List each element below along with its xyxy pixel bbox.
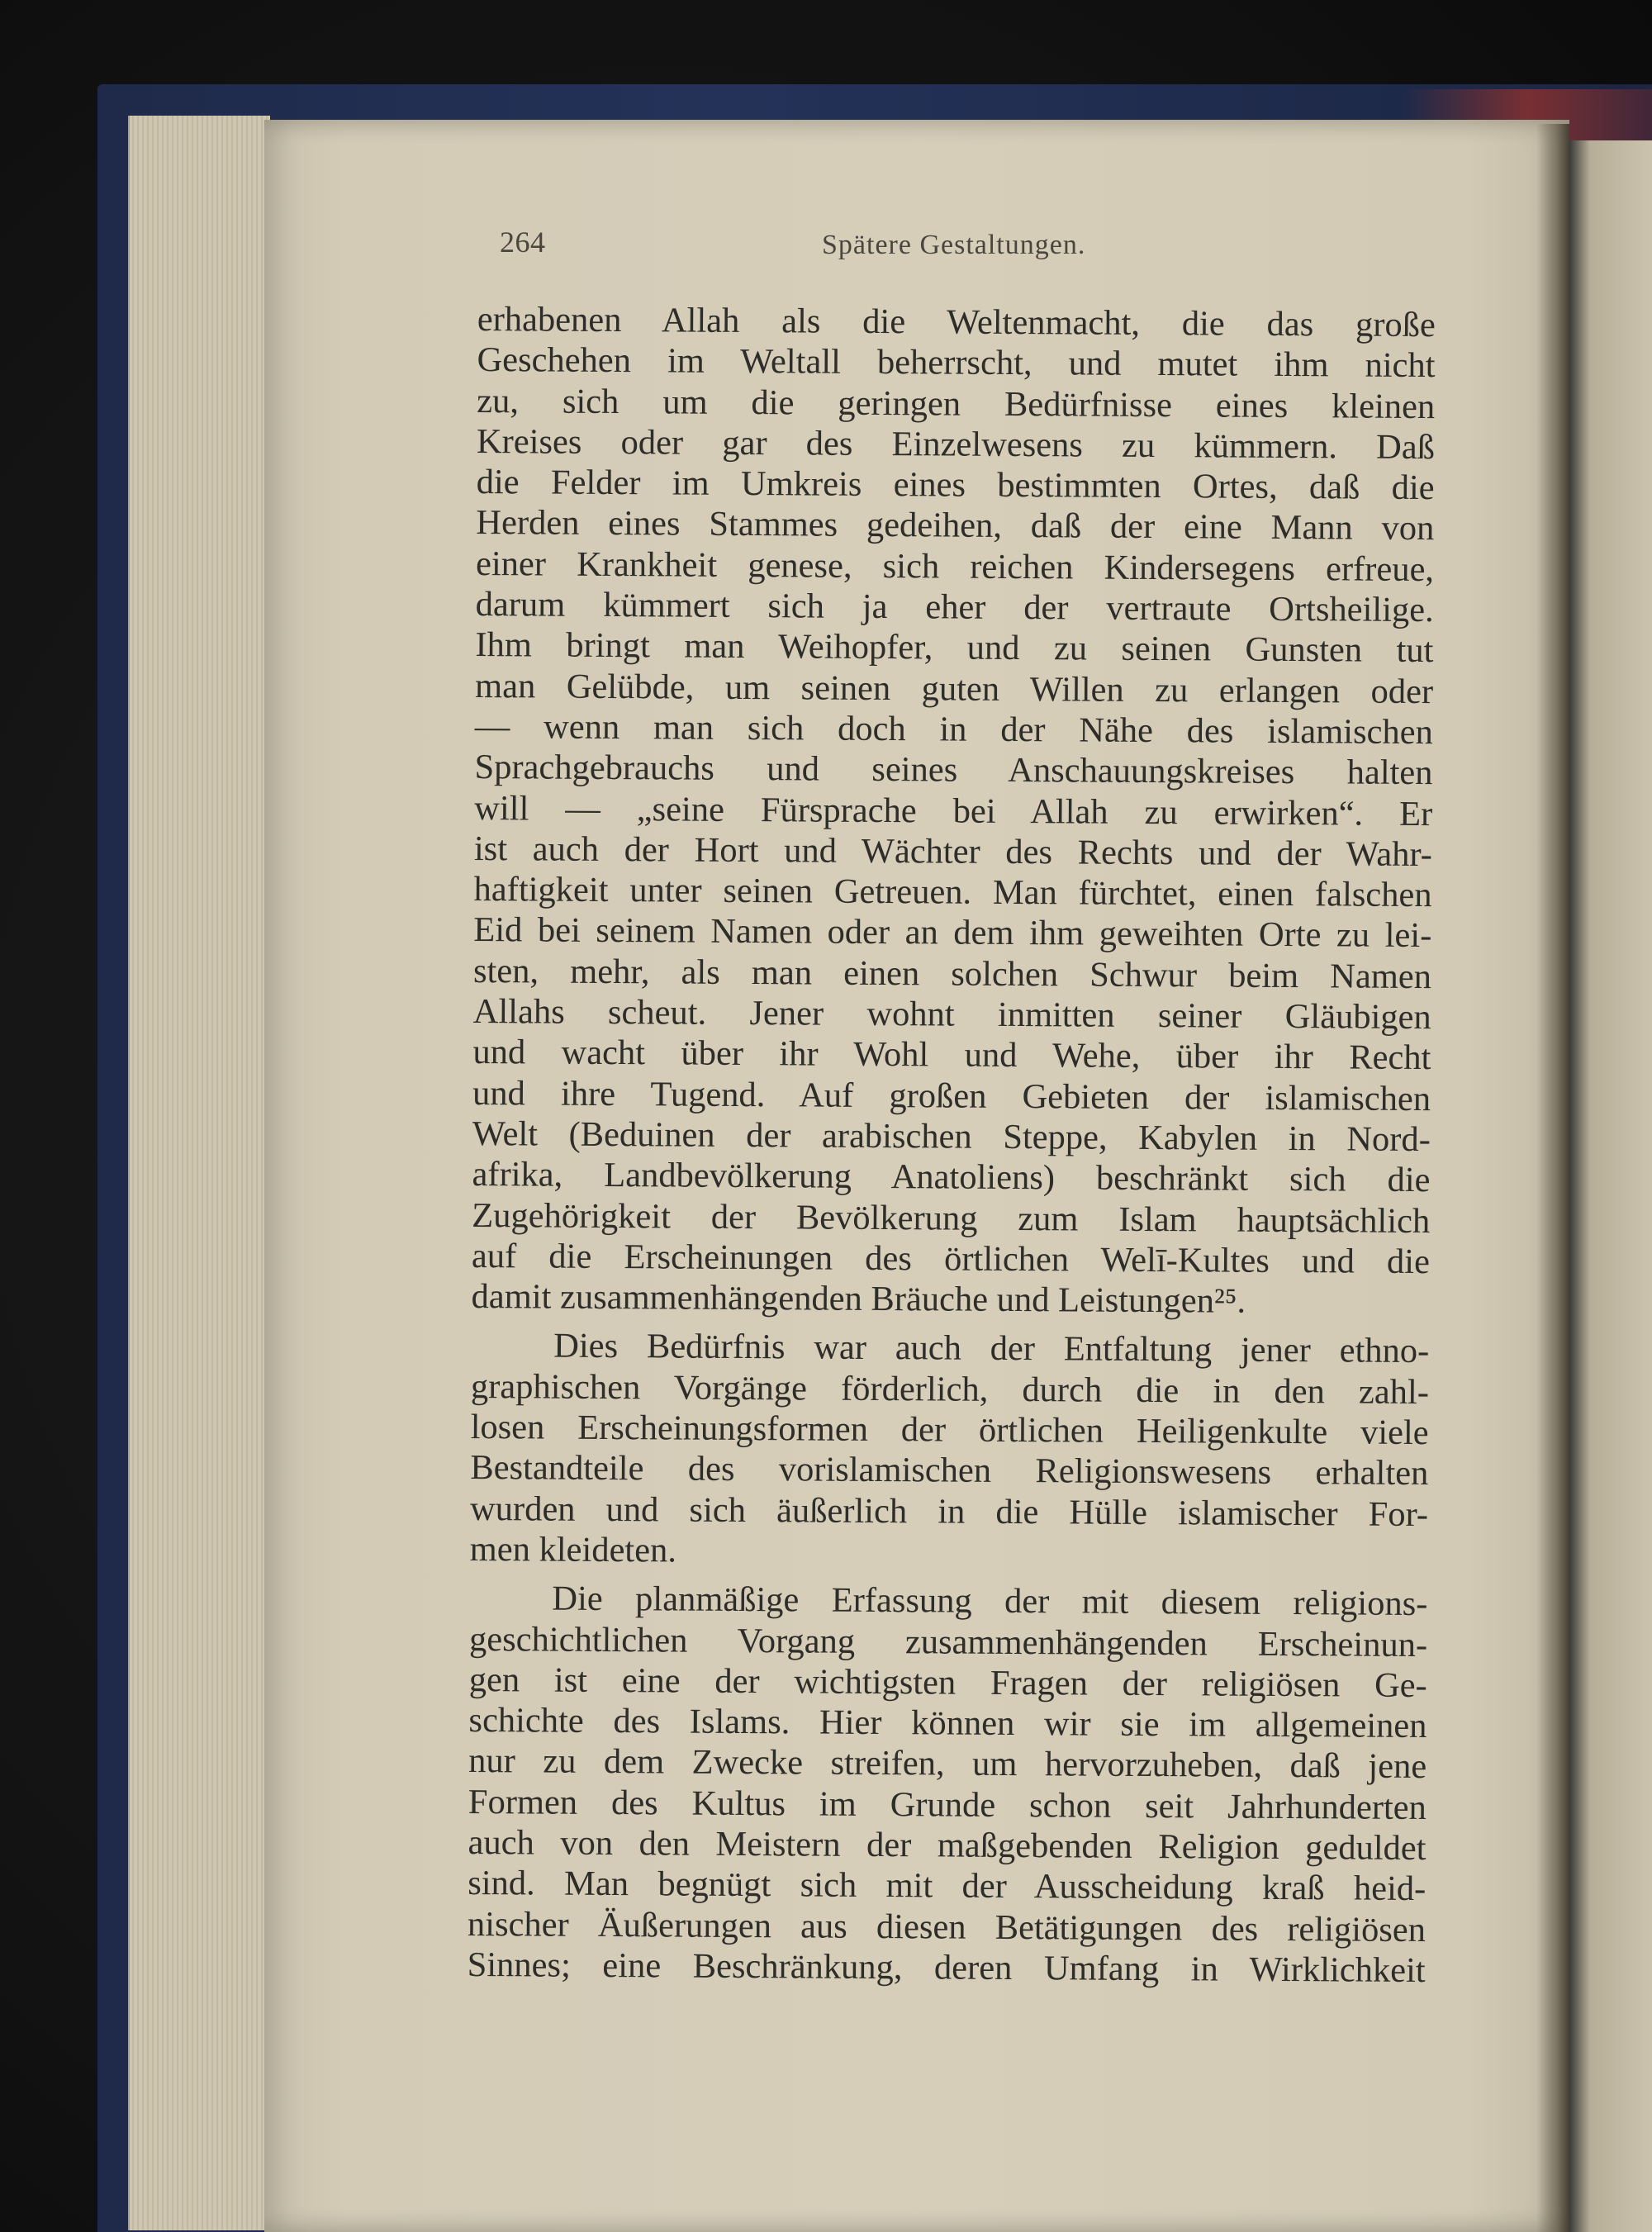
text-line: Herden eines Stammes gedeihen, daß der eine Mann von	[476, 503, 1435, 549]
page-header	[500, 225, 1491, 274]
text-line: sten, mehr, als man einen solchen Schwur beim Namen	[472, 951, 1432, 996]
page-stack-edge	[128, 116, 270, 2230]
text-line: ist auch der Hort und Wächter des Rechts und der Wahr-	[473, 829, 1433, 874]
text-line: will — „seine Fürsprache bei Allah zu erwirken“. Er	[474, 788, 1433, 833]
text-line: die Felder im Umkreis eines bestimmten Ortes, daß die	[476, 463, 1435, 508]
text-line: Ihm bringt man Weihopfer, und zu seinen Gunsten tut	[475, 625, 1434, 671]
text-line: Kreises oder gar des Einzelwesens zu kümmern. Daß	[476, 421, 1436, 467]
text-line: damit zusammenhängenden Bräuche und Leistungen²⁵.	[471, 1277, 1246, 1321]
text-line: Sinnes; eine Beschränkung, deren Umfang in Wirklichkeit	[467, 1945, 1426, 1990]
paragraph	[471, 299, 1436, 1323]
text-line: Bestandteile des vorislamischen Religionswesens erhalten	[470, 1448, 1429, 1494]
text-line: wurden und sich äußerlich in die Hülle islamischer For-	[469, 1489, 1429, 1534]
text-line: Eid bei seinem Namen oder an dem ihm geweihten Orte zu lei-	[473, 910, 1432, 956]
text-line: nur zu dem Zwecke streifen, um hervorzuheben, daß jene	[468, 1741, 1427, 1787]
text-line: Zugehörigkeit der Bevölkerung zum Islam hauptsächlich	[472, 1195, 1431, 1241]
text-line: Geschehen im Weltall beherrscht, und mutet ihm nicht	[477, 340, 1436, 386]
text-line: schichte des Islams. Hier können wir sie im allgemeinen	[468, 1701, 1427, 1746]
text-line: einer Krankheit genese, sich reichen Kindersegens erfreue,	[475, 544, 1435, 589]
book-gutter	[1536, 124, 1569, 2232]
text-line: auch von den Meistern der maßgebenden Religion geduldet	[468, 1822, 1427, 1869]
text-line: und wacht über ihr Wohl und Wehe, über ihr Recht	[472, 1033, 1431, 1078]
text-line: auf die Erscheinungen des örtlichen Welī-Kultes und die	[471, 1236, 1431, 1281]
text-line: und ihre Tugend. Auf großen Gebieten der islamischen	[472, 1073, 1431, 1118]
text-line: Formen des Kultus im Grunde schon seit Jahrhunderten	[468, 1782, 1427, 1827]
running-title: Spätere Gestaltungen.	[822, 230, 1086, 260]
paragraph	[470, 1325, 1430, 1575]
text-line: haftigkeit unter seinen Getreuen. Man fürchtet, einen falschen	[473, 870, 1432, 915]
text-line: afrika, Landbevölkerung Anatoliens) beschränkt sich die	[472, 1155, 1431, 1200]
body-text	[468, 299, 1436, 1991]
text-line: nischer Äußerungen aus diesen Betätigungen des religiösen	[467, 1904, 1427, 1949]
page-number: 264	[500, 226, 546, 259]
text-line: Sprachgebrauchs und seines Anschauungskreises halten	[474, 748, 1433, 793]
text-line: man Gelübde, um seinen guten Willen zu erlangen oder	[474, 666, 1434, 711]
text-line: darum kümmert sich ja eher der vertraute Ortsheilige.	[475, 585, 1434, 630]
text-line: Die planmäßige Erfassung der mit diesem religions-	[552, 1579, 1428, 1624]
text-line: graphischen Vorgänge förderlich, durch die in den zahl-	[470, 1366, 1430, 1412]
paragraph	[468, 1578, 1428, 1991]
text-line: zu, sich um die geringen Bedürfnisse eines kleinen	[477, 381, 1436, 426]
text-line: gen ist eine der wichtigsten Fragen der religiösen Ge-	[468, 1660, 1427, 1705]
text-line: men kleideten.	[469, 1529, 677, 1570]
text-line: — wenn man sich doch in der Nähe des islamischen	[474, 706, 1433, 753]
text-line: Allahs scheut. Jener wohnt inmitten seiner Gläubigen	[472, 992, 1431, 1038]
text-line: Welt (Beduinen der arabischen Steppe, Kabylen in Nord-	[472, 1114, 1431, 1160]
facing-page-edge	[1569, 140, 1652, 2232]
text-line: geschichtlichen Vorgang zusammenhängenden Erscheinun-	[468, 1619, 1428, 1665]
text-line: losen Erscheinungsformen der örtlichen Heiligenkulte viele	[470, 1407, 1429, 1453]
text-line: sind. Man begnügt sich mit der Ausscheidung kraß heid-	[468, 1864, 1427, 1909]
text-line: Dies Bedürfnis war auch der Entfaltung jener ethno-	[553, 1327, 1430, 1371]
text-line: erhabenen Allah als die Weltenmacht, die das große	[477, 299, 1436, 345]
